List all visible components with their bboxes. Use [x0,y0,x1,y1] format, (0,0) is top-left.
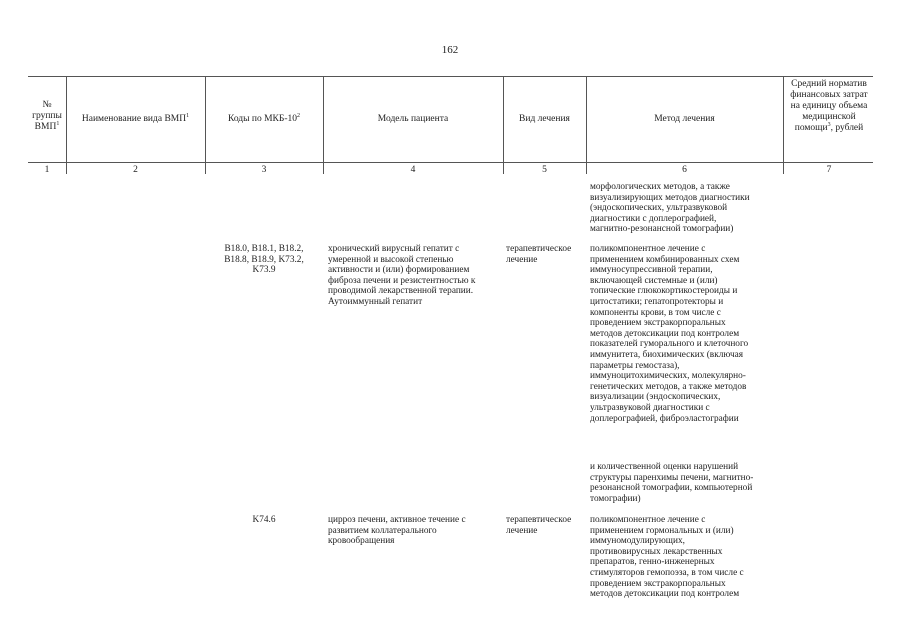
column-divider [205,76,206,174]
column-number: 2 [133,165,138,175]
header-treatment-type [505,76,584,162]
row1-icd-codes: B18.0, B18.1, B18.2, B18.8, B18.9, K73.2, K73.9 [224,244,304,276]
column-number: 7 [826,165,832,175]
row2-patient-model: цирроз печени, активное течение с развитием коллатерального кровообращения [328,515,466,547]
column-divider [66,76,67,174]
header-cost-norm [787,79,871,134]
header-icd-codes [207,76,321,162]
column-number: 5 [542,165,547,175]
row2-treatment-method: поликомпонентное лечение с применением гормональных и (или) иммуномодулирующих, противовирусных лекарственных препаратов, генно-инженерных стимуляторов гемопоэза, в том числе с проведением экстракорпоральных методов детоксикации под контролем [590,515,744,600]
row1-treatment-method: поликомпонентное лечение с применением комбинированных схем иммуносупрессивной терапии, включающей системные и (или) топические глюкокортикостероиды и цитостатики; гепатопротекторы и компоненты крови, в том числе с проведением экстракорпоральных методов детоксикации под контролем показателей гуморального и клеточного иммунитета, биохимических (включая параметры гемостаза), иммуноцитохимических, молекулярно- генетических методов, а также методов визуализации (эндоскопических, ультразвуковой диагностики с доплерографией, фиброэластографии [590,244,749,424]
footnote-mark: 1 [56,120,60,127]
method-continuation-text: морфологических методов, а также визуализирующих методов диагностики (эндоскопических, ультразвуковой диагностики с доплерографией, магнитно-резонансной томографии) [590,182,750,235]
header-treatment-method-text: Метод лечения [654,113,715,124]
row1-treatment-method-continued: и количественной оценки нарушений структуры паренхимы печени, магнитно- резонансной томографии, компьютерной томографии) [590,462,754,504]
column-number: 4 [410,165,416,175]
row2-treatment-type: терапевтическое лечение [506,515,572,536]
row1-patient-model: хронический вирусный гепатит с умеренной и высокой степенью активности и (или) формированием фиброза печени и резистентностью к проводимой лекарственной терапии. Аутоиммунный гепатит [328,244,476,307]
header-group-number-text: № группы ВМП [32,100,62,132]
column-divider [783,76,784,174]
header-group-number [30,100,64,133]
column-number: 6 [682,165,687,175]
footnote-mark: 2 [297,112,301,119]
column-number: 3 [261,165,267,175]
column-divider [503,76,504,174]
header-bottom-border [28,162,873,163]
header-vmp-name [68,76,203,162]
header-vmp-name-text: Наименование вида ВМП [81,113,187,124]
header-icd-codes-text: Коды по МКБ-10 [227,113,298,124]
column-number: 1 [44,165,50,175]
header-cost-norm-text: Средний норматив финансовых затрат на единицу объема медицинской помощи [790,79,868,133]
column-divider [586,76,587,174]
page-number: 162 [441,44,459,56]
header-patient-model-text: Модель пациента [377,113,449,124]
row2-icd-codes: K74.6 [252,515,276,525]
footnote-mark: 1 [186,112,190,119]
header-patient-model [325,76,501,162]
footnote-mark: 3 [827,121,831,128]
header-cost-norm-tail: , рублей [830,123,864,133]
header-treatment-method [588,76,781,162]
column-divider [323,76,324,174]
row1-treatment-type: терапевтическое лечение [506,244,572,265]
header-treatment-type-text: Вид лечения [519,113,570,124]
